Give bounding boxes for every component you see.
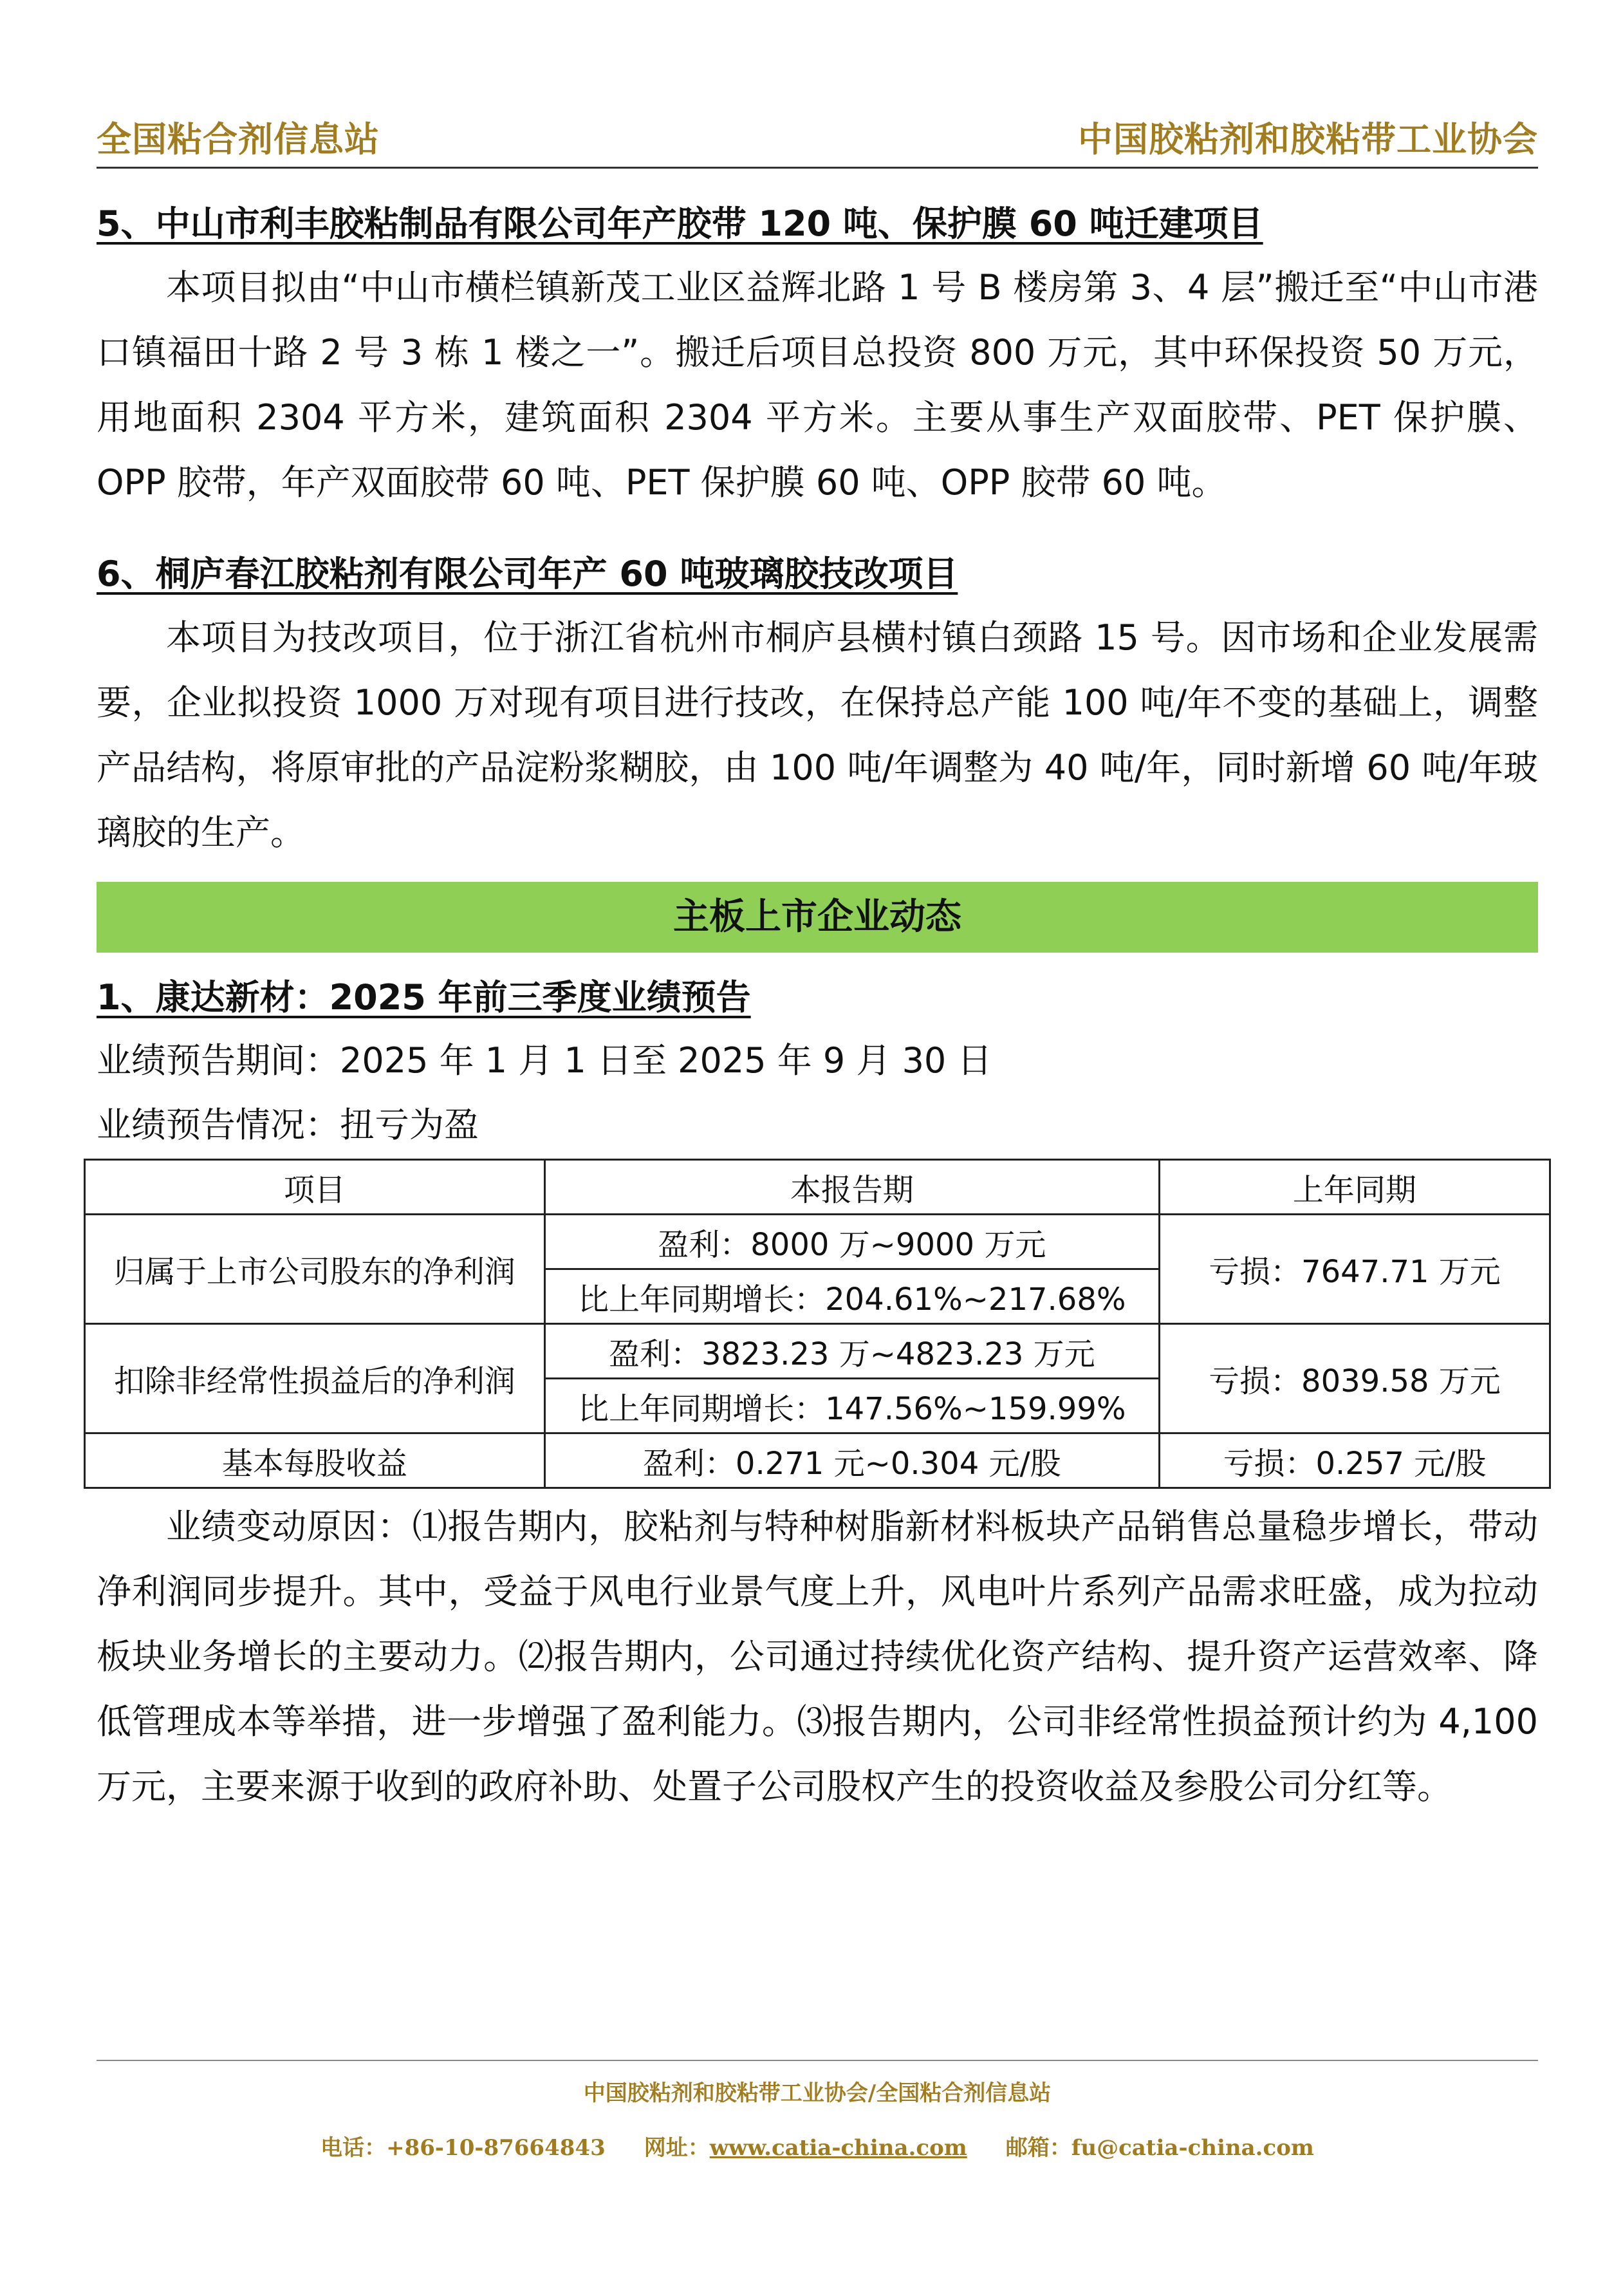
footer-site-label: 网址：: [644, 2135, 710, 2161]
row1-prior: 亏损：7647.71 万元: [1159, 1215, 1550, 1324]
page-footer: [97, 2060, 1538, 2161]
row1-label: 归属于上市公司股东的净利润: [85, 1215, 545, 1324]
table-row: [85, 1324, 1550, 1379]
row1-growth: 比上年同期增长：204.61%~217.68%: [544, 1269, 1159, 1324]
forecast-period: 业绩预告期间：2025 年 1 月 1 日至 2025 年 9 月 30 日: [97, 1040, 992, 1081]
document-body: [97, 193, 1538, 1819]
page-header: [97, 116, 1538, 169]
row2-label: 扣除非经常性损益后的净利润: [85, 1324, 545, 1433]
forecast-situation: 业绩预告情况：扭亏为盈: [97, 1105, 479, 1145]
header-current-period: 本报告期: [544, 1160, 1159, 1215]
earnings-forecast-table: [84, 1159, 1551, 1489]
table-header-row: [85, 1160, 1550, 1215]
performance-change-reason: 业绩变动原因：⑴报告期内，胶粘剂与特种树脂新材料板块产品销售总量稳步增长，带动净利润同步提升。其中，受益于风电行业景气度上升，风电叶片系列产品需求旺盛，成为拉动板块业务增长的主要动力。⑵报告期内，公司通过持续优化资产结构、提升资产运营效率、降低管理成本等举措，进一步增强了盈利能力。⑶报告期内，公司非经常性损益预计约为 4,100 万元，主要来源于收到的政府补助、处置子公司股权产生的投资收益及参股公司分红等。: [97, 1506, 1538, 1807]
footer-organization: 中国胶粘剂和胶粘带工业协会/全国粘合剂信息站: [583, 2080, 1052, 2106]
header-item: 项目: [85, 1160, 545, 1215]
row2-prior: 亏损：8039.58 万元: [1159, 1324, 1550, 1433]
section-5-title: 5、中山市利丰胶粘制品有限公司年产胶带 120 吨、保护膜 60 吨迁建项目: [97, 203, 1263, 244]
row2-profit: 盈利：3823.23 万~4823.23 万元: [544, 1324, 1159, 1379]
row1-profit: 盈利：8000 万~9000 万元: [544, 1215, 1159, 1269]
row2-growth: 比上年同期增长：147.56%~159.99%: [544, 1379, 1159, 1433]
section-5-body: 本项目拟由“中山市横栏镇新茂工业区益辉北路 1 号 B 楼房第 3、4 层”搬迁至“中山市港口镇福田十路 2 号 3 栋 1 楼之一”。搬迁后项目总投资 800 万元，其中环保投资 50 万元，用地面积 2304 平方米，建筑面积 2304 平方米。主要从事生产双面胶带、PET 保护膜、OPP 胶带，年产双面胶带 60 吨、PET 保护膜 60 吨、OPP 胶带 60 吨。: [97, 267, 1538, 503]
header-association-name: 中国胶粘剂和胶粘带工业协会: [1078, 119, 1538, 160]
table-row: [85, 1215, 1550, 1269]
footer-website-link[interactable]: www.catia-china.com: [709, 2135, 967, 2161]
header-prior-period: 上年同期: [1159, 1160, 1550, 1215]
footer-email: 邮箱：fu@catia-china.com: [1005, 2135, 1314, 2161]
row3-prior: 亏损：0.257 元/股: [1159, 1433, 1550, 1488]
row3-current: 盈利：0.271 元~0.304 元/股: [544, 1433, 1159, 1488]
row3-label: 基本每股收益: [85, 1433, 545, 1488]
section-6-body: 本项目为技改项目，位于浙江省杭州市桐庐县横村镇白颈路 15 号。因市场和企业发展需要，企业拟投资 1000 万对现有项目进行技改，在保持总产能 100 吨/年不变的基础上，调整产品结构，将原审批的产品淀粉浆糊胶，由 100 吨/年调整为 40 吨/年，同时新增 60 吨/年玻璃胶的生产。: [97, 617, 1538, 853]
header-site-name: 全国粘合剂信息站: [97, 119, 380, 160]
footer-phone: 电话：+86-10-87664843: [320, 2135, 606, 2161]
footer-contact: [97, 2130, 1538, 2161]
table-row: [85, 1433, 1550, 1488]
kangda-title: 1、康达新材：2025 年前三季度业绩预告: [97, 977, 751, 1018]
section-band-title: 主板上市企业动态: [97, 882, 1538, 953]
section-6-title: 6、桐庐春江胶粘剂有限公司年产 60 吨玻璃胶技改项目: [97, 554, 958, 594]
